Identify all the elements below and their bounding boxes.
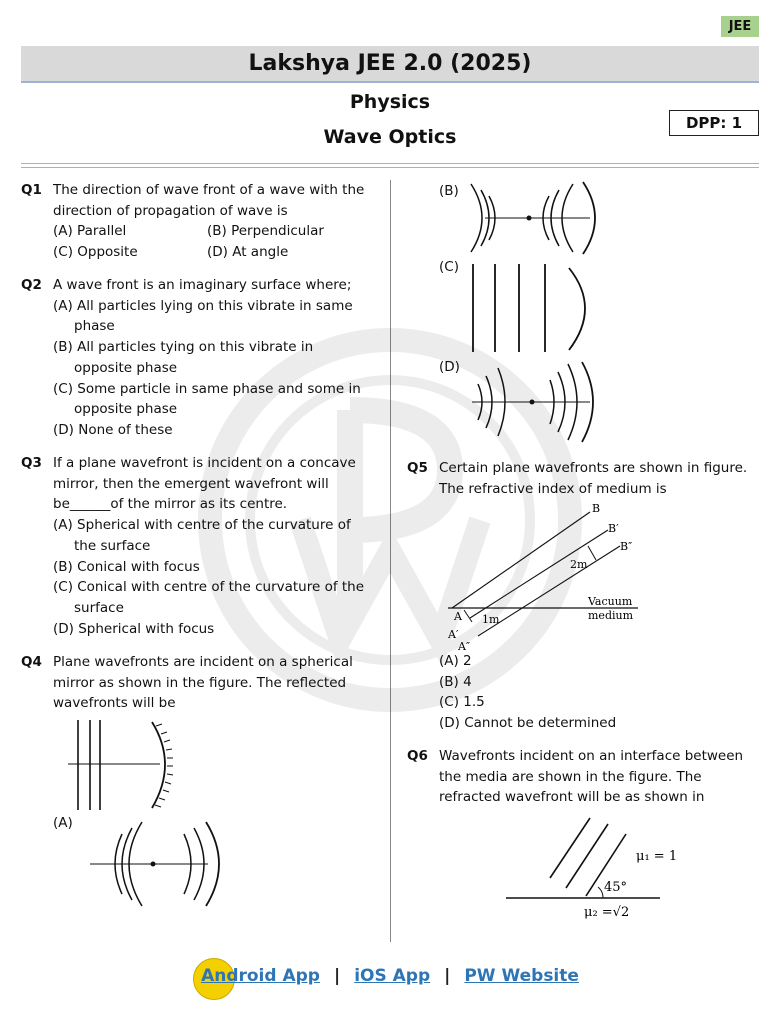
column-divider (390, 180, 391, 942)
q4-option-a-label[interactable]: (A) (53, 815, 73, 831)
footer-separator: | (333, 966, 341, 986)
question-3 (21, 453, 366, 639)
question-text: If a plane wavefront is incident on a concave mirror, then the emergent wavefront will be______of the mirror as its centre. (53, 455, 356, 513)
option-b[interactable]: (B) 4 (439, 673, 472, 690)
question-number: Q1 (21, 182, 42, 198)
option-a[interactable]: (A) All particles lying on this vibrate in same phase (53, 297, 353, 335)
pw-website-link[interactable]: PW Website (464, 966, 579, 986)
q5-options (407, 651, 752, 734)
q4-option-d-label[interactable]: (D) (439, 359, 460, 375)
q4-option-a-figure (88, 818, 228, 910)
header-divider (21, 163, 759, 168)
question-text: The direction of wave front of a wave with the direction of propagation of wave is (53, 182, 365, 219)
option-d[interactable]: (D) At angle (207, 244, 289, 261)
q5-label-medium: medium (588, 609, 634, 622)
q5-label-1m: 1m (482, 613, 500, 626)
chapter-heading: Wave Optics (323, 126, 457, 148)
q5-figure (440, 502, 650, 652)
option-d[interactable]: (D) None of these (53, 421, 173, 438)
question-2 (21, 275, 366, 441)
q4-option-b-label[interactable]: (B) (439, 183, 459, 199)
question-number: Q5 (407, 460, 428, 476)
q6-label-mu2: μ₂ =√2 (584, 905, 630, 920)
q5-label-a: A (454, 610, 462, 623)
page-title: Lakshya JEE 2.0 (2025) (21, 46, 759, 83)
question-6 (407, 746, 752, 808)
option-c[interactable]: (C) Opposite (53, 244, 138, 261)
exam-tag: JEE (721, 16, 759, 37)
option-d[interactable]: (D) Spherical with focus (53, 620, 215, 637)
question-text: Certain plane wavefronts are shown in figure. The refractive index of medium is (439, 460, 748, 497)
q4-main-figure (60, 718, 190, 813)
q5-label-b2: B″ (620, 540, 633, 553)
footer-links (0, 966, 768, 986)
q5-label-b: B (592, 502, 601, 515)
option-a[interactable]: (A) Parallel (53, 223, 127, 240)
question-4 (21, 652, 366, 714)
option-b[interactable]: (B) Conical with focus (53, 558, 200, 575)
question-1 (21, 180, 366, 263)
option-c[interactable]: (C) Some particle in same phase and some in opposite phase (53, 380, 361, 418)
option-b[interactable]: (B) All particles tying on this vibrate in opposite phase (53, 339, 314, 376)
question-number: Q6 (407, 748, 428, 764)
option-d[interactable]: (D) Cannot be determined (439, 715, 617, 732)
question-5 (407, 458, 752, 499)
q4-option-c-label[interactable]: (C) (439, 259, 459, 275)
ios-app-link[interactable]: iOS App (354, 966, 431, 986)
question-text: Wavefronts incident on an interface between the media are shown in the figure. The refracted wavefront will be as shown in (439, 748, 744, 806)
q5-label-b1: B′ (608, 522, 619, 535)
q5-label-a2: A″ (458, 640, 471, 652)
option-a[interactable]: (A) Spherical with centre of the curvature of the surface (53, 517, 351, 554)
question-number: Q4 (21, 654, 42, 670)
dpp-badge: DPP: 1 (669, 110, 759, 136)
option-c[interactable]: (C) 1.5 (439, 694, 485, 711)
option-a[interactable]: (A) 2 (439, 653, 472, 669)
question-number: Q2 (21, 277, 42, 293)
q5-label-a1: A′ (448, 628, 459, 641)
q4-option-b-figure (465, 178, 605, 258)
q6-label-angle: 45° (604, 880, 628, 895)
q4-option-c-figure (465, 262, 605, 354)
q5-label-vacuum: Vacuum (588, 595, 633, 608)
option-c[interactable]: (C) Conical with centre of the curvature of the surface (53, 579, 365, 616)
q4-option-d-figure (470, 358, 605, 446)
android-app-link[interactable]: Android App (201, 966, 320, 986)
q6-label-mu1: μ₁ = 1 (636, 849, 678, 864)
question-text: A wave front is an imaginary surface where; (53, 277, 352, 293)
question-text: Plane wavefronts are incident on a spherical mirror as shown in the figure. The reflected wavefronts will be (53, 654, 353, 712)
footer-separator: | (444, 966, 451, 986)
q6-figure (500, 812, 680, 924)
question-number: Q3 (21, 455, 42, 471)
option-b[interactable]: (B) Perpendicular (207, 223, 324, 240)
q5-label-2m: 2m (570, 558, 588, 571)
subject-heading: Physics (349, 91, 431, 113)
